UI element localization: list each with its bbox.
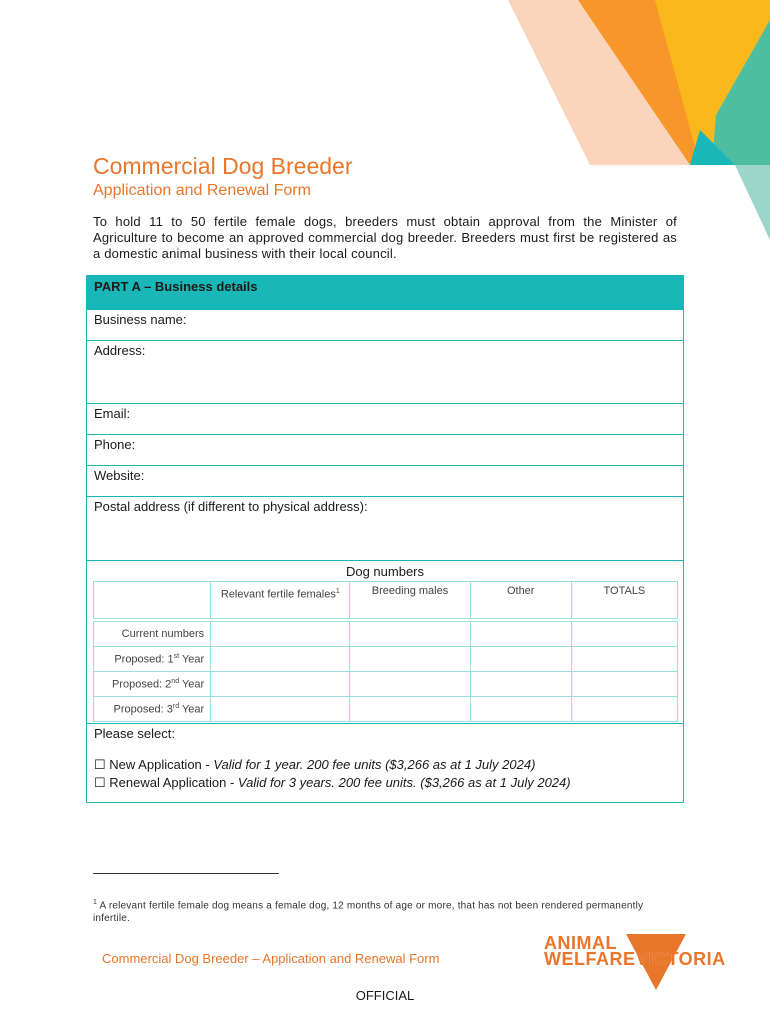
col-label: Relevant fertile females bbox=[220, 588, 336, 601]
table-row bbox=[94, 647, 678, 672]
row-label: Current numbers bbox=[94, 622, 211, 647]
page-title: Commercial Dog Breeder bbox=[93, 153, 353, 179]
cell-input[interactable] bbox=[470, 647, 571, 672]
row-label bbox=[94, 697, 211, 722]
cell-input[interactable] bbox=[350, 622, 470, 647]
row-label-text: Proposed: 3 bbox=[113, 703, 173, 716]
col-totals: TOTALS bbox=[571, 582, 677, 619]
divider bbox=[87, 723, 683, 724]
cell-input[interactable] bbox=[571, 622, 677, 647]
cell-input[interactable] bbox=[350, 672, 470, 697]
postal-address-field[interactable] bbox=[87, 497, 683, 561]
animal-welfare-victoria-logo bbox=[544, 932, 734, 992]
website-label: Website: bbox=[94, 468, 145, 483]
option-detail: Valid for 3 years. 200 fee units. ($3,266 as at 1 July 2024) bbox=[237, 775, 571, 790]
option-detail: Valid for 1 year. 200 fee units ($3,266 as at 1 July 2024) bbox=[213, 757, 536, 772]
cell-input[interactable] bbox=[211, 697, 350, 722]
phone-label: Phone: bbox=[94, 437, 136, 452]
footnote-mark: 1 bbox=[93, 899, 98, 906]
col-other: Other bbox=[470, 582, 571, 619]
table-row bbox=[94, 672, 678, 697]
cell-input[interactable] bbox=[470, 697, 571, 722]
cell-input[interactable] bbox=[350, 647, 470, 672]
row-label-text: Proposed: 2 bbox=[111, 678, 172, 691]
email-label: Email: bbox=[94, 406, 131, 421]
row-label-suffix: Year bbox=[179, 703, 205, 716]
business-name-field[interactable] bbox=[87, 310, 683, 341]
cell-input[interactable] bbox=[211, 622, 350, 647]
row-label-text: Proposed: 1 bbox=[114, 653, 174, 666]
dog-numbers-title: Dog numbers bbox=[345, 564, 425, 579]
option-name: New Application - bbox=[109, 757, 214, 772]
footer-title: Commercial Dog Breeder – Application and Renewal Form bbox=[102, 951, 440, 966]
cell-input[interactable] bbox=[571, 672, 677, 697]
table-row bbox=[94, 622, 678, 647]
renewal-application-option[interactable] bbox=[94, 775, 571, 791]
cell-input[interactable] bbox=[211, 672, 350, 697]
footnote-text: A relevant fertile female dog means a female dog, 12 months of age or more, that has not been rendered permanently infertile. bbox=[93, 900, 644, 925]
part-a-heading: PART A – Business details bbox=[87, 276, 683, 310]
table-header-row bbox=[94, 582, 678, 619]
classification-label: OFFICIAL bbox=[355, 988, 415, 1003]
part-a-form bbox=[86, 275, 684, 803]
row-label bbox=[94, 672, 211, 697]
logo-line1: ANIMAL bbox=[544, 933, 617, 953]
ordinal-suffix: rd bbox=[172, 702, 180, 710]
intro-paragraph: To hold 11 to 50 fertile female dogs, breeders must obtain approval from the Minister of Agriculture to become an approved commercial dog breeder. Breeders must first be registered as a domestic animal business with their local council. bbox=[93, 214, 677, 261]
checkbox[interactable]: ☐ bbox=[94, 775, 106, 790]
email-field[interactable] bbox=[87, 404, 683, 435]
table-row bbox=[94, 697, 678, 722]
light-teal-shape bbox=[735, 165, 770, 240]
business-name-label: Business name: bbox=[94, 312, 187, 327]
row-label-suffix: Year bbox=[179, 678, 205, 691]
footnote-ref: 1 bbox=[335, 588, 340, 595]
checkbox[interactable]: ☐ bbox=[94, 757, 106, 772]
postal-address-label: Postal address (if different to physical address): bbox=[94, 499, 368, 514]
cell-input[interactable] bbox=[470, 622, 571, 647]
phone-field[interactable] bbox=[87, 435, 683, 466]
cell-input[interactable] bbox=[350, 697, 470, 722]
new-application-option[interactable] bbox=[94, 757, 535, 773]
dog-numbers-table bbox=[93, 581, 678, 722]
address-field[interactable] bbox=[87, 341, 683, 404]
logo-line2: WELFARE bbox=[544, 949, 636, 969]
option-name: Renewal Application - bbox=[109, 775, 238, 790]
cell-input[interactable] bbox=[211, 647, 350, 672]
footnote bbox=[93, 896, 653, 925]
please-select-label: Please select: bbox=[94, 726, 175, 741]
page-subtitle: Application and Renewal Form bbox=[93, 182, 311, 199]
cell-input[interactable] bbox=[571, 647, 677, 672]
cell-input[interactable] bbox=[470, 672, 571, 697]
row-label-suffix: Year bbox=[179, 653, 205, 666]
logo-line3 bbox=[636, 950, 726, 968]
website-field[interactable] bbox=[87, 466, 683, 497]
row-label bbox=[94, 647, 211, 672]
ordinal-suffix: nd bbox=[171, 677, 180, 685]
address-label: Address: bbox=[94, 343, 146, 358]
footnote-separator bbox=[93, 873, 279, 874]
col-breeding-males: Breeding males bbox=[350, 582, 470, 619]
cell-input[interactable] bbox=[571, 697, 677, 722]
logo-line3-text: VICTORIA bbox=[636, 949, 726, 969]
col-relevant-fertile-females bbox=[211, 582, 350, 619]
table-header-blank bbox=[94, 582, 211, 619]
ordinal-suffix: st bbox=[173, 652, 180, 660]
